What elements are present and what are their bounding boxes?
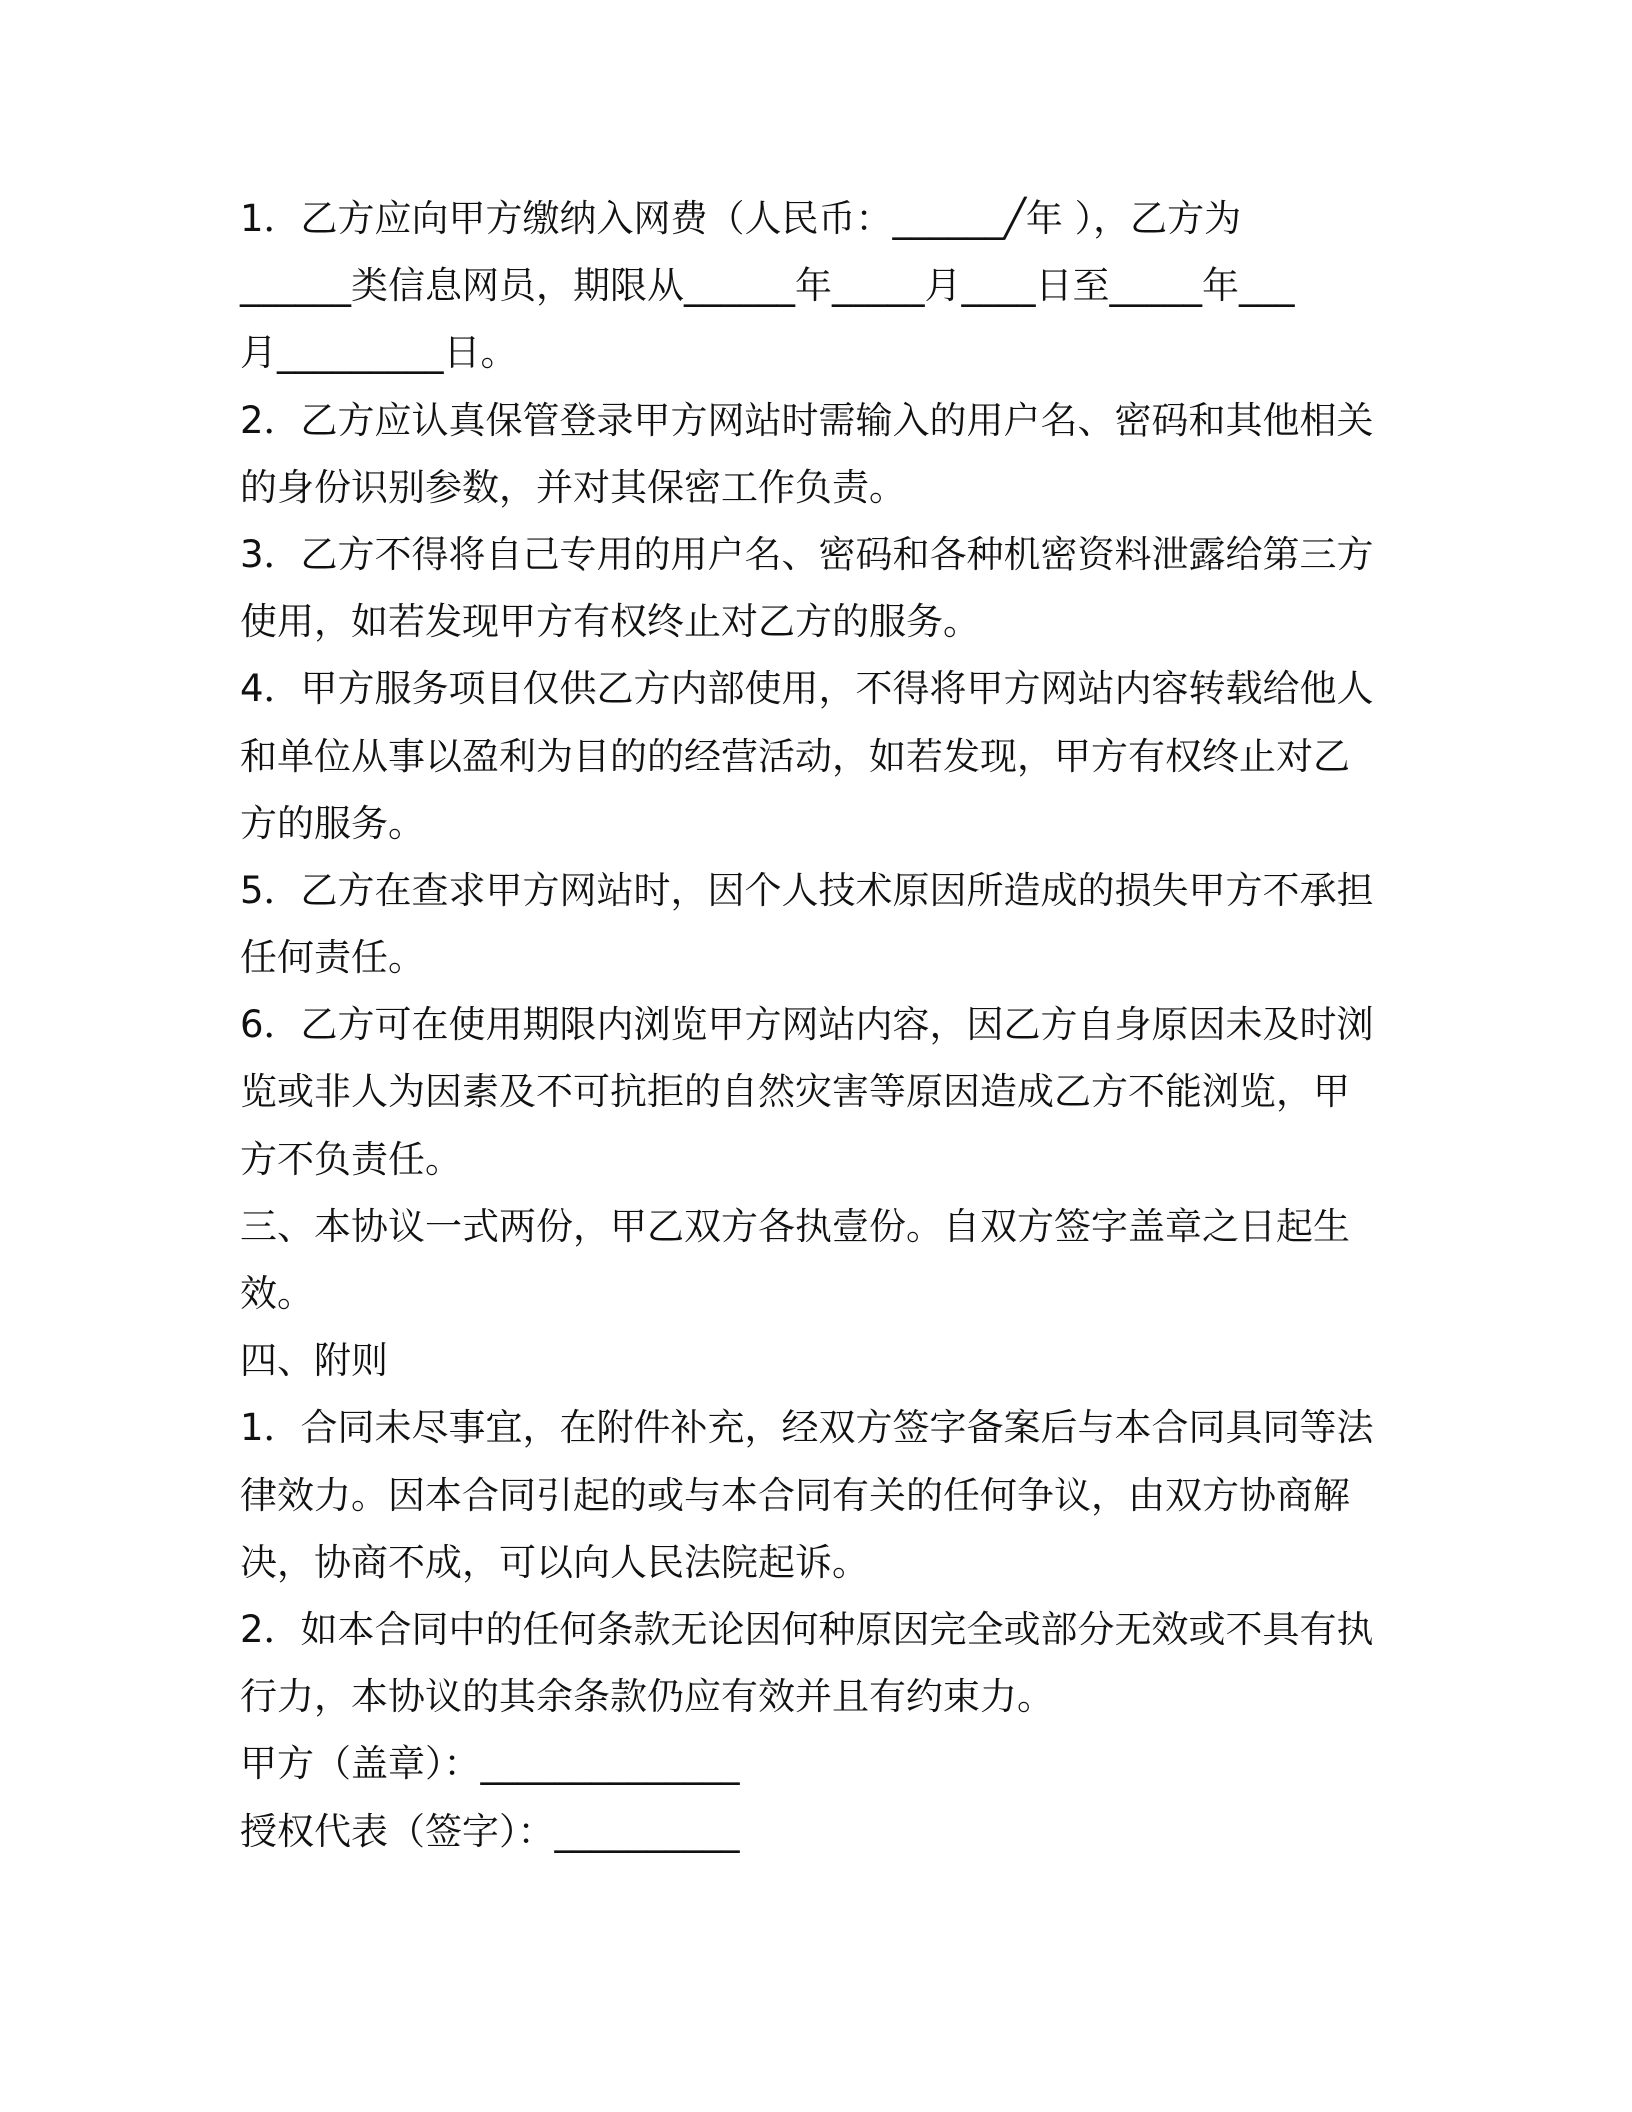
clause-line: 览或非人为因素及不可抗拒的自然灾害等原因造成乙方不能浏览，甲 <box>240 1070 1350 1114</box>
clause-line: 3．乙方不得将自己专用的用户名、密码和各种机密资料泄露给第三方 <box>240 532 1374 576</box>
section-heading-line: 三、本协议一式两份，甲乙双方各执壹份。自双方签字盖章之日起生 <box>240 1204 1350 1248</box>
clause-line: 使用，如若发现甲方有权终止对乙方的服务。 <box>240 600 980 644</box>
clause-line: 1．乙方应向甲方缴纳入网费（人民币：______╱年 ），乙方为 <box>240 197 1242 240</box>
clause-line: 1．合同未尽事宜，在附件补充，经双方签字备案后与本合同具同等法 <box>240 1406 1374 1450</box>
clause-line: 月_________日。 <box>240 331 518 375</box>
clause-line: 任何责任。 <box>240 936 425 980</box>
section-heading-line: 效。 <box>240 1272 314 1315</box>
authorized-rep-signature-line: 授权代表（签字）：__________ <box>240 1809 740 1853</box>
clause-line: ______类信息网员，期限从______年_____月____日至_____年___ <box>240 264 1295 308</box>
section-heading: 四、附则 <box>240 1339 388 1383</box>
contract-text-body <box>240 185 1385 1865</box>
clause-line: 5．乙方在查求甲方网站时，因个人技术原因所造成的损失甲方不承担 <box>240 868 1374 912</box>
clause-line: 律效力。因本合同引起的或与本合同有关的任何争议，由双方协商解 <box>240 1473 1350 1517</box>
party-a-seal-line: 甲方（盖章）：______________ <box>240 1742 740 1786</box>
clause-line: 6．乙方可在使用期限内浏览甲方网站内容，因乙方自身原因未及时浏 <box>240 1003 1374 1047</box>
clause-line: 和单位从事以盈利为目的的经营活动，如若发现，甲方有权终止对乙 <box>240 734 1350 778</box>
clause-line: 方不负责任。 <box>240 1137 462 1181</box>
clause-line: 2．如本合同中的任何条款无论因何种原因完全或部分无效或不具有执 <box>240 1607 1374 1651</box>
clause-line: 2．乙方应认真保管登录甲方网站时需输入的用户名、密码和其他相关 <box>240 398 1374 442</box>
clause-line: 方的服务。 <box>240 801 425 845</box>
clause-line: 决，协商不成，可以向人民法院起诉。 <box>240 1540 869 1584</box>
clause-line: 的身份识别参数，并对其保密工作负责。 <box>240 465 906 509</box>
clause-line: 4．甲方服务项目仅供乙方内部使用，不得将甲方网站内容转载给他人 <box>240 667 1374 711</box>
clause-line: 行力，本协议的其余条款仍应有效并且有约束力。 <box>240 1675 1054 1719</box>
